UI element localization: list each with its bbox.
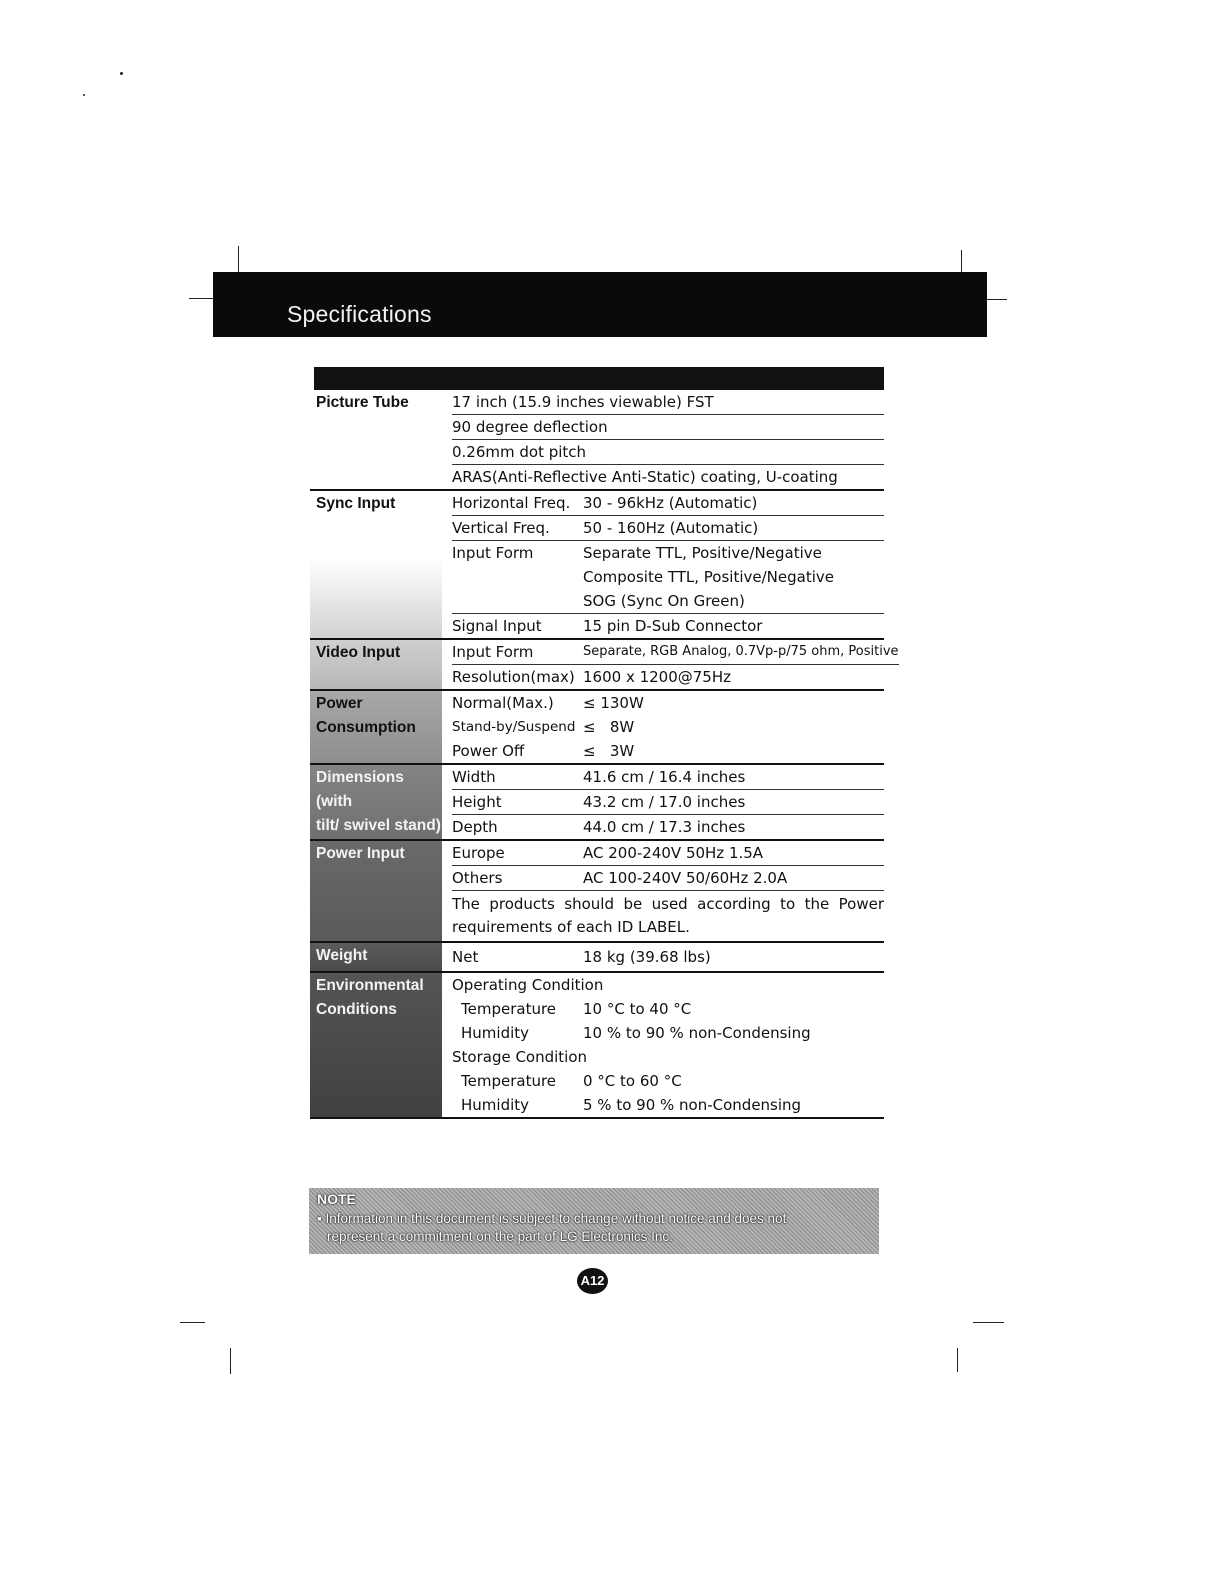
section-picture-tube xyxy=(310,390,884,491)
spec-row: Humidity 5 % to 90 % non-Condensing xyxy=(461,1096,802,1114)
spec-row: 17 inch (15.9 inches viewable) FST xyxy=(452,390,884,415)
section-label: Power Consumption xyxy=(310,691,442,763)
spec-subheading: Storage Condition xyxy=(452,1048,588,1066)
crop-mark xyxy=(987,299,1007,300)
section-power-input xyxy=(310,841,884,943)
section-label: Environmental Conditions xyxy=(310,973,442,1117)
section-weight xyxy=(310,943,884,973)
note-text: ▪ Information in this document is subject to change without notice and does not xyxy=(317,1211,787,1226)
spec-table xyxy=(310,367,899,1119)
spec-row: Depth 44.0 cm / 17.3 inches xyxy=(452,818,746,836)
spec-row: Humidity 10 % to 90 % non-Condensing xyxy=(461,1024,811,1042)
crop-mark xyxy=(189,298,213,299)
spec-row: Power Off ≤ 3W xyxy=(452,742,635,760)
spec-row: SOG (Sync On Green) xyxy=(452,589,884,614)
spec-row: Composite TTL, Positive/Negative xyxy=(583,568,834,586)
power-input-note: The products should be used according to the Power requirements of each ID LABEL. xyxy=(452,895,884,936)
spec-row: Input Form Separate, RGB Analog, 0.7Vp-p/75 ohm, Positive xyxy=(452,640,899,665)
spec-row: Stand-by/Suspend ≤ 8W xyxy=(452,718,635,736)
spec-row: Width 41.6 cm / 16.4 inches xyxy=(452,765,884,790)
crop-mark xyxy=(230,1348,231,1374)
note-text: represent a commitment on the part of LG Electronics Inc. xyxy=(327,1229,673,1244)
table-top-bar xyxy=(314,367,884,390)
spec-row: 0.26mm dot pitch xyxy=(452,440,884,465)
crop-mark xyxy=(180,1322,205,1323)
spec-row: Europe AC 200-240V 50Hz 1.5A xyxy=(452,841,884,866)
spec-row: Temperature 0 °C to 60 °C xyxy=(461,1072,682,1090)
crop-mark xyxy=(957,1348,958,1372)
spec-row: Others AC 100-240V 50/60Hz 2.0A xyxy=(452,866,884,891)
scan-dot xyxy=(120,72,123,75)
section-sync-input xyxy=(310,491,884,640)
scan-dot xyxy=(83,94,85,96)
section-label: Picture Tube xyxy=(316,394,409,411)
header-bar xyxy=(213,272,987,337)
spec-row: Signal Input 15 pin D-Sub Connector xyxy=(452,617,763,635)
section-label: Power Input xyxy=(310,841,442,941)
crop-mark xyxy=(238,246,239,272)
crop-mark xyxy=(961,250,962,274)
crop-mark xyxy=(973,1322,1004,1323)
section-label: Video Input xyxy=(310,640,442,689)
section-environmental xyxy=(310,973,884,1119)
spec-row: Height 43.2 cm / 17.0 inches xyxy=(452,790,884,815)
note-box xyxy=(309,1188,879,1254)
spec-row: Input Form Separate TTL, Positive/Negative xyxy=(452,544,822,562)
note-title: NOTE xyxy=(317,1191,356,1207)
section-video-input xyxy=(310,640,899,691)
spec-row: 90 degree deflection xyxy=(452,415,884,440)
section-dimensions xyxy=(310,765,884,841)
spec-row: Vertical Freq. 50 - 160Hz (Automatic) xyxy=(452,516,884,541)
spec-row: Net 18 kg (39.68 lbs) xyxy=(452,948,711,966)
section-label: Dimensions (with tilt/ swivel stand) xyxy=(310,765,442,839)
page-number-badge: A12 xyxy=(577,1268,608,1294)
section-label: Weight xyxy=(310,943,442,971)
spec-subheading: Operating Condition xyxy=(452,976,604,994)
section-power-consumption xyxy=(310,691,884,765)
page-title: Specifications xyxy=(287,301,432,327)
spec-row: Temperature 10 °C to 40 °C xyxy=(461,1000,692,1018)
spec-row: Horizontal Freq. 30 - 96kHz (Automatic) xyxy=(452,491,884,516)
section-label: Sync Input xyxy=(310,491,442,638)
spec-row: ARAS(Anti-Reflective Anti-Static) coating, U-coating xyxy=(452,468,838,486)
spec-row: Normal(Max.) ≤ 130W xyxy=(452,694,644,712)
spec-row: Resolution(max) 1600 x 1200@75Hz xyxy=(452,668,732,686)
